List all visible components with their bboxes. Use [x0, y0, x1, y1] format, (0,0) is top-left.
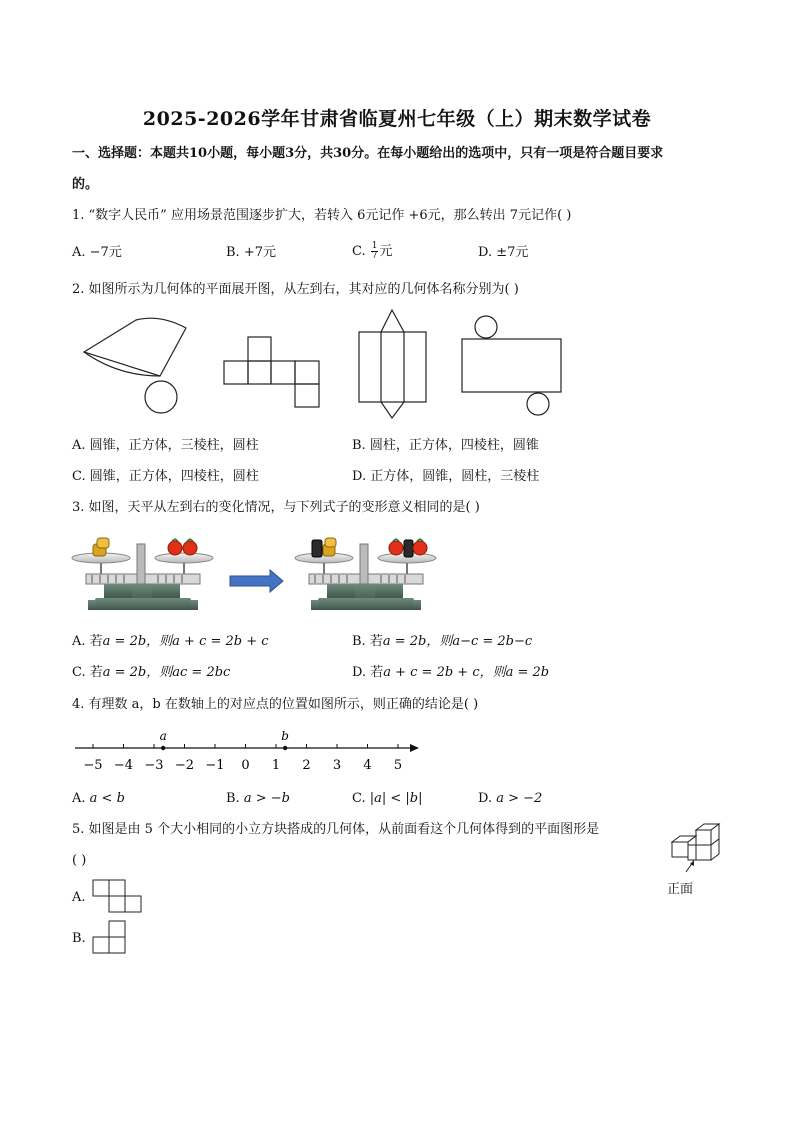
q4-option-b[interactable]: B. a > −b [226, 791, 290, 806]
q5-option-a-figure [92, 879, 152, 919]
q3-option-a[interactable]: A. 若a = 2b，则a + c = 2b + c [72, 634, 269, 649]
fraction: $\frac{1}{7}$ [371, 241, 378, 261]
tick-label: 4 [363, 758, 372, 773]
section-heading-cont: 的。 [72, 177, 99, 192]
cone-base-circle [145, 381, 177, 413]
question-4-stem: 4. 有理数 a，b 在数轴上的对应点的位置如图所示，则正确的结论是( ) [72, 697, 479, 712]
prism-net [359, 310, 426, 418]
q4-option-a[interactable]: A. a < b [72, 791, 125, 806]
cube-net [224, 337, 319, 407]
front-label: 正面 [667, 882, 694, 897]
q1-option-d[interactable]: D. ±7元 [478, 245, 529, 260]
q1-option-b[interactable]: B. +7元 [226, 245, 276, 260]
point-b-dot [283, 746, 287, 750]
q5-option-b-figure [92, 920, 152, 960]
q3-option-c[interactable]: C. 若a = 2b，则ac = 2bc [72, 665, 231, 680]
right-arrow-icon [230, 570, 283, 592]
balance-figures [0, 530, 794, 620]
q5-option-b[interactable]: B. [72, 931, 86, 946]
question-5-stem: 5. 如图是由 5 个大小相同的小立方块搭成的几何体，从前面看这个几何体得到的平面图形是 [72, 822, 600, 837]
tick-label: 1 [271, 758, 281, 773]
q5-option-a[interactable]: A. [72, 890, 86, 905]
cone-sector [84, 318, 186, 376]
question-5-stem-cont: ( ) [72, 853, 87, 868]
tick-label: −3 [144, 758, 164, 773]
question-3-stem: 3. 如图，天平从左到右的变化情况，与下列式子的变形意义相同的是( ) [72, 500, 480, 515]
q4-option-d[interactable]: D. a > −2 [478, 791, 543, 806]
net-figures [0, 310, 794, 440]
tick-label: −4 [113, 758, 134, 773]
tick-label: −1 [205, 758, 225, 773]
q1-option-c[interactable]: C. $\frac{1}{7}$ 元 [352, 241, 393, 261]
balance-right [295, 538, 436, 610]
cube-stack-figure [668, 824, 728, 874]
q2-option-b[interactable]: B. 圆柱，正方体，四棱柱，圆锥 [352, 438, 539, 453]
q2-option-d[interactable]: D. 正方体，圆锥，圆柱，三棱柱 [352, 469, 540, 484]
point-a-dot [161, 746, 165, 750]
point-a-label: a [159, 729, 167, 743]
tick-label: −2 [174, 758, 195, 773]
q2-option-a[interactable]: A. 圆锥，正方体，三棱柱，圆柱 [72, 438, 259, 453]
page-title: 2025-2026学年甘肃省临夏州七年级（上）期末数学试卷 [142, 108, 652, 130]
tick-label: 2 [302, 758, 311, 773]
q3-option-b[interactable]: B. 若a = 2b，则a−c = 2b−c [352, 634, 533, 649]
cylinder-net [462, 316, 561, 415]
number-line [0, 726, 794, 776]
section-heading: 一、选择题：本题共10小题，每小题3分，共30分。在每小题给出的选项中，只有一项是符合题目要求 [72, 146, 664, 161]
question-2-stem: 2. 如图所示为几何体的平面展开图，从左到右，其对应的几何体名称分别为( ) [72, 282, 519, 297]
arrow-head-icon [410, 744, 419, 752]
tick-label: 5 [393, 758, 403, 773]
tick-label: 3 [332, 758, 342, 773]
point-b-label: b [281, 729, 289, 743]
tick-label: 0 [241, 758, 250, 773]
q1-option-a[interactable]: A. −7元 [72, 245, 122, 260]
q2-option-c[interactable]: C. 圆锥，正方体，四棱柱，圆柱 [72, 469, 259, 484]
question-1-stem: 1. “数字人民币” 应用场景范围逐步扩大，若转入 6元记作 +6元，那么转出 7元记作( ) [72, 208, 572, 223]
q4-option-c[interactable]: C. |a| < |b| [352, 791, 423, 806]
tick-label: −5 [83, 758, 103, 773]
balance-left [72, 538, 213, 610]
q3-option-d[interactable]: D. 若a + c = 2b + c，则a = 2b [352, 665, 550, 680]
